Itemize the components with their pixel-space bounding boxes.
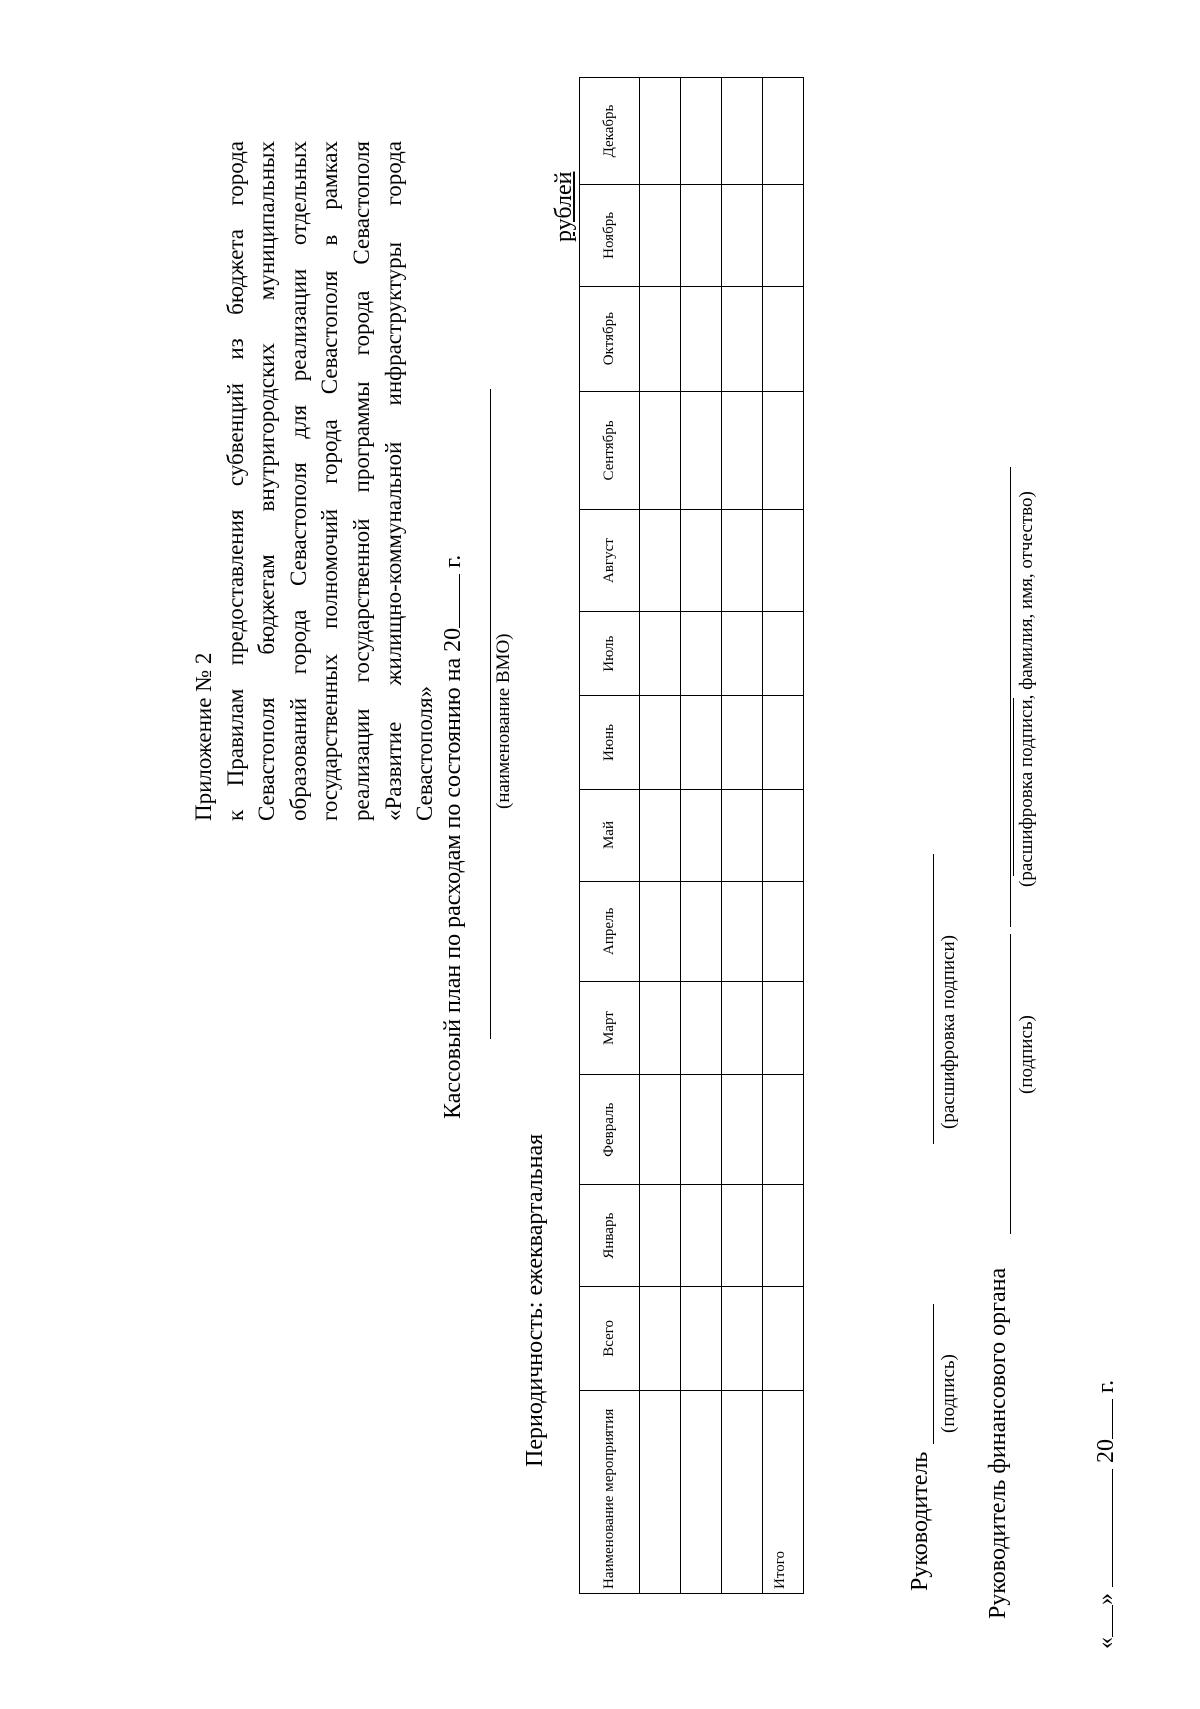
- table-cell[interactable]: [763, 789, 804, 881]
- table-cell[interactable]: [763, 982, 804, 1075]
- table-cell[interactable]: [640, 391, 681, 510]
- table-cell[interactable]: [763, 78, 804, 185]
- column-header: Сентябрь: [580, 391, 640, 510]
- column-header: Ноябрь: [580, 185, 640, 287]
- table-cell[interactable]: [763, 696, 804, 789]
- table-cell[interactable]: [640, 881, 681, 982]
- table-cell[interactable]: [640, 789, 681, 881]
- vmo-name-caption: (наименование ВМО): [493, 633, 514, 809]
- table-row: [722, 78, 763, 1594]
- table-cell[interactable]: [681, 696, 722, 789]
- finance-signature-caption: (подпись): [1016, 1015, 1037, 1094]
- column-header: Февраль: [580, 1075, 640, 1185]
- table-cell[interactable]: [681, 286, 722, 391]
- date-line: «» 20 г.: [1093, 1379, 1119, 1649]
- head-name-caption: (расшифровка подписи): [938, 935, 959, 1129]
- table-cell[interactable]: [681, 78, 722, 185]
- table-cell[interactable]: [722, 185, 763, 287]
- table-cell[interactable]: [640, 78, 681, 185]
- table-cell[interactable]: [640, 982, 681, 1075]
- column-header: Октябрь: [580, 286, 640, 391]
- column-header: Май: [580, 789, 640, 881]
- appendix-text: к Правилам предоставления субвенций из бюджета города Севастополя бюджетам внутригородских муниципальных образований города Севастополя для реализации отдельных государственных полномочий города Севастополя в рамках реализации государственной программы города Севастополя «Развитие жилищно-коммунальной инфраструктуры города Севастополя»: [222, 141, 438, 821]
- table-cell[interactable]: [763, 286, 804, 391]
- table-cell[interactable]: [722, 1286, 763, 1390]
- table-cell[interactable]: [722, 611, 763, 696]
- column-header: Апрель: [580, 881, 640, 982]
- table-cell[interactable]: [681, 789, 722, 881]
- table-cell[interactable]: [722, 510, 763, 612]
- table-cell[interactable]: [763, 391, 804, 510]
- table-cell[interactable]: [722, 881, 763, 982]
- head-signature-line: [933, 1304, 934, 1444]
- head-signature-caption: (подпись): [938, 1354, 959, 1433]
- column-header: Наименование мероприятия: [580, 1390, 640, 1593]
- column-header: Июль: [580, 611, 640, 696]
- column-header: Август: [580, 510, 640, 612]
- column-header: Июнь: [580, 696, 640, 789]
- finance-signature-line: [1010, 934, 1011, 1234]
- table-cell[interactable]: [640, 611, 681, 696]
- table-row: [640, 78, 681, 1594]
- table-cell[interactable]: [640, 286, 681, 391]
- table-cell[interactable]: [763, 881, 804, 982]
- vmo-name-line: [490, 389, 491, 1039]
- table-cell[interactable]: [722, 982, 763, 1075]
- table-cell[interactable]: [722, 286, 763, 391]
- table-cell[interactable]: [640, 1185, 681, 1287]
- title-suffix: г.: [440, 554, 466, 574]
- total-label: Итого: [763, 1390, 804, 1593]
- table-cell[interactable]: [722, 78, 763, 185]
- column-header: Март: [580, 982, 640, 1075]
- table-header-row: [580, 78, 640, 1594]
- table-cell[interactable]: [640, 510, 681, 612]
- table-cell[interactable]: [681, 1185, 722, 1287]
- title-text: Кассовый план по расходам по состоянию на 20: [440, 627, 466, 1119]
- table-cell[interactable]: [763, 185, 804, 287]
- table-cell[interactable]: [640, 1075, 681, 1185]
- table-cell[interactable]: [763, 510, 804, 612]
- document-title: [440, 555, 467, 1119]
- table-cell[interactable]: [681, 881, 722, 982]
- head-name-line: [933, 854, 934, 1144]
- table-cell[interactable]: [640, 185, 681, 287]
- table-cell[interactable]: [763, 1075, 804, 1185]
- table-cell[interactable]: [640, 696, 681, 789]
- table-cell[interactable]: [681, 611, 722, 696]
- table-cell[interactable]: [722, 789, 763, 881]
- table-cell[interactable]: [681, 1390, 722, 1593]
- table-cell[interactable]: [722, 696, 763, 789]
- appendix-number: Приложение № 2: [191, 652, 216, 821]
- table-cell[interactable]: [681, 391, 722, 510]
- table-cell[interactable]: [681, 982, 722, 1075]
- finance-head-label: Руководитель финансового органа: [985, 1267, 1011, 1619]
- finance-name-line: [1010, 467, 1011, 927]
- table-cell[interactable]: [722, 1075, 763, 1185]
- head-signature-label: Руководитель: [907, 1451, 933, 1591]
- table-cell[interactable]: [763, 1185, 804, 1287]
- finance-name-caption: (расшифровка подписи, фамилия, имя, отчество): [1016, 491, 1037, 887]
- table-cell[interactable]: [681, 1075, 722, 1185]
- table-cell[interactable]: [722, 391, 763, 510]
- appendix-header: [188, 141, 441, 821]
- table-cell[interactable]: [763, 1286, 804, 1390]
- cash-plan-table: [579, 77, 804, 1594]
- table-row-total: [763, 78, 804, 1594]
- currency-unit: рублей: [551, 171, 577, 242]
- extra-underline: [1013, 698, 1014, 876]
- table-row: [681, 78, 722, 1594]
- table-cell[interactable]: [681, 1286, 722, 1390]
- table-cell[interactable]: [640, 1286, 681, 1390]
- table-cell[interactable]: [722, 1390, 763, 1593]
- column-header: Январь: [580, 1185, 640, 1287]
- column-header: Всего: [580, 1286, 640, 1390]
- table-cell[interactable]: [681, 185, 722, 287]
- table-cell[interactable]: [681, 510, 722, 612]
- table-cell[interactable]: [722, 1185, 763, 1287]
- table-cell[interactable]: [640, 1390, 681, 1593]
- periodicity-label: Периодичность: ежеквартальная: [522, 1133, 548, 1467]
- column-header: Декабрь: [580, 78, 640, 185]
- table-cell[interactable]: [763, 611, 804, 696]
